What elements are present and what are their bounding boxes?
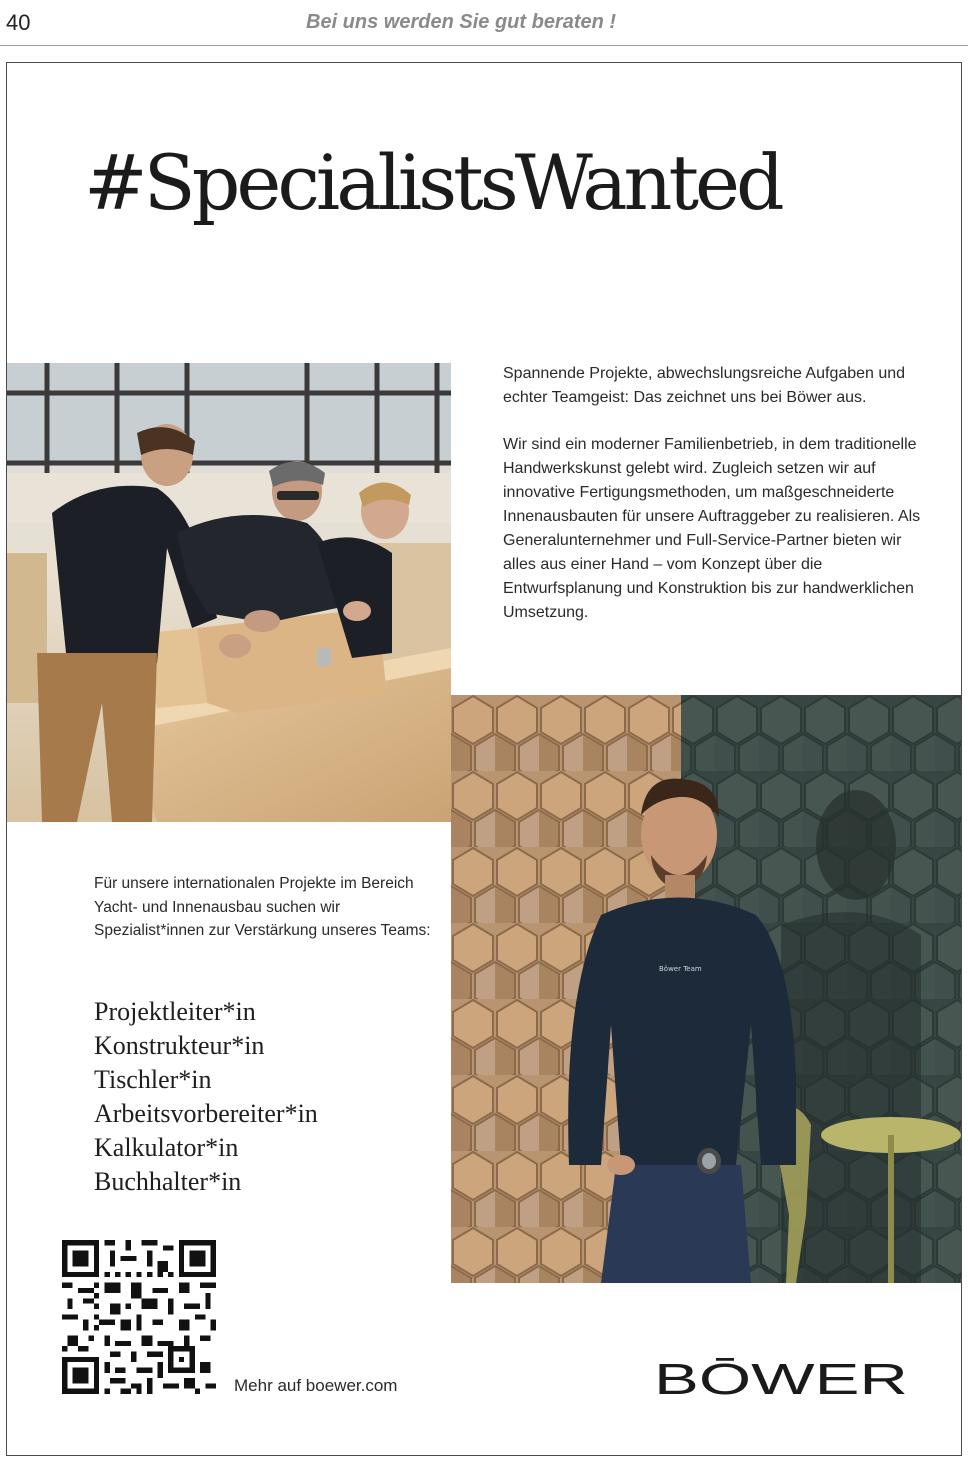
header-rule: [0, 45, 968, 46]
position-item: Projektleiter*in: [94, 997, 256, 1026]
position-item: Buchhalter*in: [94, 1167, 242, 1196]
intro-paragraph-1: Spannende Projekte, abwechslungsreiche Aufgaben und echter Teamgeist: Das zeichnet uns bei Böwer aus.: [503, 365, 906, 406]
shirt-print: Böwer Team: [659, 965, 702, 973]
workshop-photo: [7, 363, 451, 822]
positions-list: [94, 995, 318, 1199]
portrait-photo: [451, 695, 961, 1283]
seeking-text: Für unsere internationalen Projekte im Bereich Yacht- und Innenausbau suchen wir Spezialist*innen zur Verstärkung unseres Teams:: [94, 875, 431, 939]
header-tagline: Bei uns werden Sie gut beraten !: [306, 11, 617, 33]
position-item: Tischler*in: [94, 1065, 212, 1094]
intro-paragraph-2: Wir sind ein moderner Familienbetrieb, in dem traditionelle Handwerkskunst gelebt wird. Zugleich setzen wir auf innovative Fertigungsmethoden, um maßgeschneiderte Innenausbauten für unsere Auftraggeber zu realisieren. Als Generalunternehmer und Full-Service-Partner bieten wir alles aus einer Hand – vom Konzept über die Entwurfsplanung und Konstruktion bis zur handwerklichen Umsetzung.: [503, 436, 921, 621]
boewer-logo: [654, 1352, 910, 1398]
position-item: Kalkulator*in: [94, 1133, 239, 1162]
position-item: Konstrukteur*in: [94, 1031, 265, 1060]
position-item: Arbeitsvorbereiter*in: [94, 1099, 318, 1128]
intro-text: [503, 362, 928, 648]
brand-wordmark: BŌWER: [654, 1355, 908, 1398]
page-number: 40: [6, 10, 31, 35]
qr-code[interactable]: [62, 1240, 216, 1394]
headline: #SpecialistsWanted: [84, 138, 781, 227]
more-info-link[interactable]: Mehr auf boewer.com: [234, 1376, 398, 1395]
